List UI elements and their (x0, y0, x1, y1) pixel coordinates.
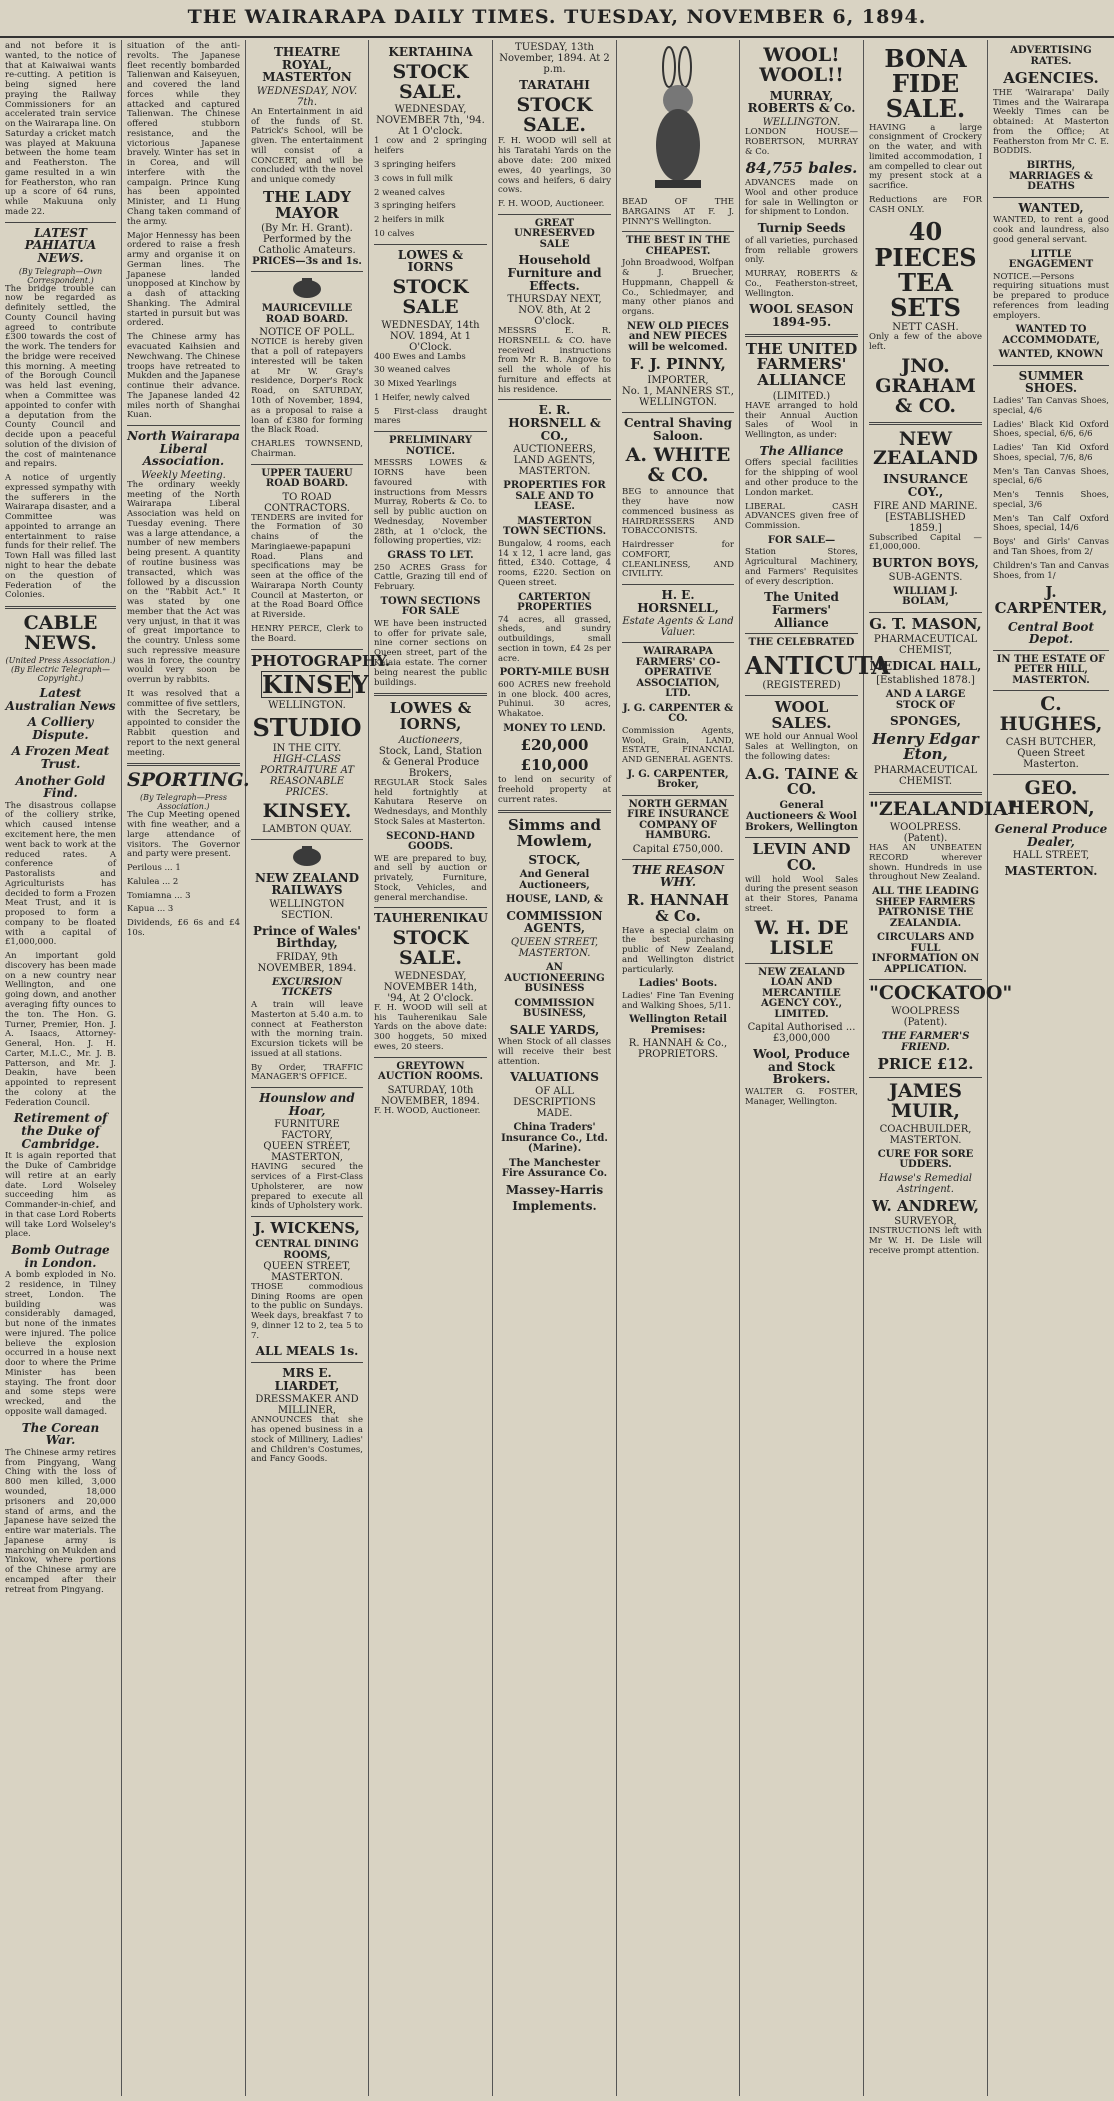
ad-heading: "ZEALANDIA" (869, 798, 1018, 821)
ad-body: WE are prepared to buy, and sell by auction or privately, Furniture, Stock, Vehicles, and general merchandise. (374, 853, 487, 903)
column-6 (617, 40, 740, 2096)
article-text: The Cup Meeting opened with fine weather, and a large attendance of visitors. The Governor and party were present. (127, 810, 240, 860)
ad-sub: Estate Agents & Land Valuer. (622, 616, 734, 639)
ad-heading: MONEY TO LEND. (503, 722, 606, 734)
list-item: Men's Tan Calf Oxford Shoes, special, 14/6 (993, 513, 1109, 534)
ad-heading: WAIRARAPA FARMERS' CO-OPERATIVE ASSOCIATION, LTD. (635, 646, 721, 700)
ad-heading: ADVERTISING RATES. (1010, 45, 1092, 67)
ad-sub: SURVEYOR, (894, 1216, 957, 1228)
ad-sub: FIRE AND MARINE. (873, 500, 978, 512)
ad-sub: IN THE CITY. (272, 742, 342, 754)
ad-title: STOCK SALE. (516, 93, 593, 136)
ad-heading: WANTED TO ACCOMMODATE, (1002, 324, 1100, 346)
ad-heading: AGENCIES. (1003, 69, 1099, 87)
ad-body: BEG to announce that they have now commenced business as HAIRDRESSERS AND TOBACCONISTS. (622, 487, 734, 537)
list-item: 3 springing heifers (374, 160, 456, 170)
article-text: It was resolved that a committee of five settlers, with the Secretary, be appointed to consider the Rabbit question and report to the next general meeting. (127, 688, 240, 758)
ad-sub: [Established 1878.] (876, 675, 975, 687)
article-text: A notice of urgently expressed sympathy with the sufferers in the Wairarapa disaster, and a Committee was appointed to arrange an entertainment to raise funds for their relief. The Town Hall was filled last night to hear the debate on the question of Federation of the Colonies. (5, 473, 116, 601)
ad-sub: DRESSMAKER AND MILLINER, (255, 1394, 359, 1417)
ad-heading: WILLIAM J. BOLAM, (893, 585, 958, 608)
headline: A Colliery Dispute. (27, 715, 94, 742)
ad-location: HALL STREET, (1012, 850, 1090, 862)
ad-body: 600 ACRES new freehold in one block. 400 acres, Puhinui. 30 acres, Whakatoe. (498, 679, 611, 720)
ad-heading: NEW ZEALAND LOAN AND MERCANTILE AGENCY COY., LIMITED. (758, 966, 845, 1020)
ad-title: C. HUGHES, (999, 693, 1103, 736)
masthead (0, 0, 1114, 38)
ad-sub: OF ALL DESCRIPTIONS MADE. (513, 1086, 596, 1120)
ad-body: WE have been instructed to offer for private sale, nine corner sections on Queen street, part of the Kaiaia estate. The corner being nearest the public buildings. (374, 618, 487, 688)
ad-heading: ALL THE LEADING SHEEP FARMERS PATRONISE THE ZEALANDIA. (872, 886, 979, 929)
ad-sub: THE FARMER'S FRIEND. (881, 1031, 970, 1053)
list-item: Boys' and Girls' Canvas and Tan Shoes, from 2/ (993, 537, 1109, 557)
ad-date: WEDNESDAY, NOVEMBER 14th, '94, At 2 O'clock. (383, 970, 478, 1004)
headline: A Frozen Meat Trust. (11, 744, 110, 771)
ad-heading: WOOL! WOOL!! (759, 44, 844, 86)
ad-title: J. CARPENTER, (994, 583, 1108, 618)
ad-location: QUEEN STREET, MASTERTON, (263, 1141, 351, 1164)
ad-signature: R. HANNAH & Co., PROPRIETORS. (628, 1038, 728, 1061)
ad-body: TENDERS are invited for the Formation of 30 chains of the Maringiaewe-papapuni Road. Plans and specifications may be seen at the office of the Wairarapa North County Council at Masterton, or at the Road Board Office at Riverside. (251, 512, 363, 621)
ad-body: HAS AN UNBEATEN RECORD wherever shown. Hundreds in use throughout New Zealand. (869, 843, 982, 883)
ad-body: MESSRS LOWES & IORNS have been favoured with instructions from Messrs Murray, Roberts & Co. to sell by public auction on Wednesday, November 28th, at 1 o'clock, the following properties, viz: (374, 458, 487, 547)
byline: (By Telegraph—Press Association.) (140, 793, 227, 812)
royal-crest-icon (290, 844, 324, 868)
ad-body: Ladies' Fine Tan Evening and Walking Shoes, 5/11. (622, 990, 734, 1011)
ad-title: W. ANDREW, (872, 1196, 979, 1215)
ad-body: Hairdresser for COMFORT, CLEANLINESS, AND CIVILITY. (622, 540, 734, 580)
ad-heading: H. E. HORSNELL, (637, 588, 719, 615)
ad-heading: SECOND-HAND GOODS. (386, 830, 475, 853)
ad-sub: HIGH-CLASS PORTRAITURE AT REASONABLE PRICES. (259, 753, 355, 798)
ad-sub: Stock, Land, Station & General Produce Brokers, (378, 745, 483, 779)
headline: SPORTING. (127, 769, 250, 792)
ad-heading: SUMMER SHOES. (1018, 368, 1084, 396)
ad-location: MASTERTON. (1004, 864, 1098, 879)
ad-heading: WANTED, KNOWN (998, 349, 1104, 361)
ad-heading: BIRTHS, MARRIAGES & DEATHS (1009, 160, 1093, 193)
ad-sub: STOCK, (528, 852, 581, 867)
ad-sub: CENTRAL DINING ROOMS, (255, 1238, 359, 1261)
ad-sub: PHARMACEUTICAL CHEMIST. (873, 765, 978, 788)
ad-heading: TOWN SECTIONS FOR SALE (380, 595, 481, 618)
ad-heading: Ladies' Boots. (638, 978, 718, 990)
ad-body: NOTICE.—Persons requiring situations must be prepared to produce references from leading employers. (993, 271, 1109, 321)
royal-crest-icon (290, 276, 324, 300)
ad-location: QUEEN STREET, MASTERTON. (510, 937, 599, 960)
headline: LATEST PAHIATUA NEWS. (24, 225, 97, 265)
list-item: 2 weaned calves (374, 187, 445, 198)
ad-sub: SUB-AGENTS. (888, 571, 963, 583)
ad-heading: G. T. MASON, (869, 614, 982, 633)
ad-heading: NEW OLD PIECES and NEW PIECES will be welcomed. (627, 320, 729, 353)
ad-heading: China Traders' Insurance Co., Ltd. (Marine). (501, 1122, 608, 1155)
ad-body: Commission Agents, Wool, Grain, LAND, ESTATE, FINANCIAL AND GENERAL AGENTS. (622, 725, 734, 766)
subhead: Weekly Meeting. (141, 469, 226, 481)
headline: Another Gold Find. (15, 773, 106, 801)
ad-body: ANNOUNCES that she has opened business in a stock of Millinery, Ladies' and Children's Costumes, and Fancy Goods. (251, 1415, 363, 1465)
ad-sub: CASH BUTCHER, (1005, 737, 1097, 749)
ad-number: 84,755 bales. (745, 159, 858, 178)
ad-sub: EXCURSION TICKETS (272, 976, 342, 999)
ad-sub: NETT CASH. (892, 322, 959, 334)
ad-heading: CURE FOR SORE UDDERS. (877, 1148, 974, 1171)
ad-body: ADVANCES made on Wool and other produce for sale in Wellington or for shipment to London. (745, 178, 858, 218)
ad-sub: IMPORTER, (647, 375, 709, 387)
ad-heading: The Manchester Fire Assurance Co. (501, 1157, 608, 1180)
ad-title: "COCKATOO" (869, 982, 1013, 1005)
ad-body: When Stock of all classes will receive their best attention. (498, 1037, 611, 1067)
list-item: Ladies' Tan Canvas Shoes, special, 4/6 (993, 396, 1109, 416)
ad-sub: And General Auctioneers, (519, 869, 590, 891)
ad-title: R. HANNAH & Co. (627, 891, 729, 925)
ad-body: 250 ACRES Grass for Cattle, Grazing till end of February. (374, 562, 487, 593)
ad-heading: GREYTOWN AUCTION ROOMS. (377, 1060, 484, 1083)
ad-signature: F. H. WOOD, Auctioneer. (498, 199, 605, 210)
studio-name: KINSEY (262, 670, 369, 700)
ad-body: Station Stores, Agricultural Machinery, and Farmers' Requisites of every description. (745, 547, 858, 587)
ad-heading: LITTLE ENGAGEMENT (1008, 248, 1094, 270)
ad-sub: COACHBUILDER, MASTERTON. (879, 1123, 972, 1146)
ad-sub: Hawse's Remedial Astringent. (879, 1172, 972, 1195)
ad-body: REGULAR Stock Sales held fortnightly at Kahutara Reserve on Wednesdays, and Monthly Stock Sales at Masterton. (374, 777, 487, 827)
ad-title: Household Furniture and Effects. (507, 253, 602, 293)
race-result: Tomiamna ... 3 (127, 890, 191, 901)
ad-date: WEDNESDAY, NOV. 7th. (256, 85, 358, 108)
ad-title: W. H. DE LISLE (754, 916, 849, 959)
ad-sub: General Auctioneers & Wool Brokers, Wellington (745, 800, 858, 834)
list-item: 3 springing heifers (374, 201, 456, 212)
ad-sub: (LIMITED.) (772, 390, 831, 402)
list-item: Ladies' Tan Kid Oxford Shoes, special, 7/6, 8/6 (993, 443, 1109, 463)
ad-heading: AN AUCTIONEERING BUSINESS (504, 962, 605, 995)
article-text: The Chinese army retires from Pingyang, Wang Ching with the loss of 800 men killed, 3,000 wounded, 18,000 prisoners and 20,000 stand of arms, and the Japanese have seized the entire war materials. The Japanese army is marching on Mukden and Yinkow, where portions of the Chinese army are encamped after their retreat from Pingyang. (5, 1447, 117, 1595)
ad-heading: J. WICKENS, (254, 1219, 360, 1238)
list-item: 10 calves (374, 228, 415, 239)
ad-sub: Capital Authorised ... £3,000,000 (747, 1022, 856, 1045)
ad-signature: WALTER G. FOSTER, Manager, Wellington. (745, 1086, 858, 1107)
ad-title: STOCK SALE (392, 275, 469, 318)
ad-heading: PRELIMINARY NOTICE. (389, 435, 472, 457)
byline: (United Press Association.) (By Electric Telegraph—Copyright.) (5, 655, 116, 683)
list-item: Children's Tan and Canvas Shoes, from 1/ (993, 560, 1109, 581)
ad-body: Only a few of the above left. (869, 332, 982, 352)
ad-heading: THE BEST IN THE CHEAPEST. (625, 235, 731, 257)
ad-heading: VALUATIONS (510, 1070, 599, 1085)
ad-location: No. 1, MANNERS ST., WELLINGTON. (622, 386, 734, 409)
ad-title: NOTICE OF POLL. (259, 327, 355, 339)
ad-sub: Central Boot Depot. (1008, 619, 1094, 647)
ad-body: Have a special claim on the best purchasing public of New Zealand, and Wellington district particularly. (622, 925, 734, 975)
ad-body: THOSE commodious Dining Rooms are open to the public on Sundays. Week days, breakfast 7 to 9, dinner 12 to 2, tea 5 to 7. (251, 1281, 363, 1341)
ad-sub: AUCTIONEERS, (513, 444, 596, 456)
ad-body: F. H. WOOD will sell at his Taratahi Yards on the above date: 200 mixed ewes, 40 yearlings, 30 cows and heifers, 6 dairy cows. (498, 136, 611, 196)
list-item: 2 heifers in milk (374, 215, 445, 226)
headline: Bomb Outrage in London. (11, 1243, 110, 1270)
ad-title: Implements. (512, 1199, 597, 1214)
masthead-title: THE WAIRARAPA DAILY TIMES. TUESDAY, NOVEMBER 6, 1894. (187, 6, 927, 28)
list-item: 3 cows in full milk (374, 173, 453, 184)
ad-sub: General Produce Dealer, (994, 822, 1108, 849)
ad-heading: WOOL SEASON 1894-95. (749, 302, 854, 329)
ad-heading: WANTED, (1018, 200, 1084, 215)
column-8 (864, 40, 1018, 2096)
ad-price: PRICE £12. (877, 1055, 974, 1074)
ad-body: LONDON HOUSE—ROBERTSON, MURRAY & Co. (745, 127, 858, 157)
article-text: The disastrous collapse of the colliery strike, which caused intense excitement here, the men went back to work at the reduced rates. A conference of Pastoralists and Agriculturists has decided to form a Frozen Meat Trust, and it is proposed to form a company to be floated with a capital of £1,000,000. (5, 800, 116, 948)
ad-heading: CARTERTON PROPERTIES (517, 591, 592, 614)
dividends: Dividends, £6 6s and £4 10s. (127, 918, 240, 938)
ad-caption: BEAD OF THE BARGAINS AT F. J. PINNY'S Wellington. (622, 197, 734, 227)
ad-heading: NEW ZEALAND RAILWAYS (254, 870, 360, 898)
ad-heading: PHOTOGRAPHY. (251, 651, 391, 670)
ad-heading: UPPER TAUERU ROAD BOARD. (261, 467, 353, 490)
byline: (By Telegraph—Own Correspondent.) (18, 266, 103, 285)
ad-title: ANTICUTA (745, 650, 890, 680)
list-item: 1 Heifer, newly calved (374, 392, 470, 403)
ad-sub: [ESTABLISHED 1859.] (885, 511, 966, 534)
ad-sub: (REGISTERED) (762, 679, 841, 691)
ad-title: COMMISSION AGENTS, (506, 908, 603, 936)
ad-title: THE LADY MAYOR (263, 187, 351, 222)
ad-title: JNO. GRAHAM & CO. (875, 354, 976, 417)
headline: Latest Australian News (5, 685, 116, 713)
ad-signature: CHARLES TOWNSEND, Chairman. (251, 439, 363, 459)
ad-heading: Henry Edgar Eton, (872, 729, 979, 764)
list-item: Men's Tan Canvas Shoes, special, 6/6 (993, 466, 1109, 487)
ad-body: MESSRS E. R. HORSNELL & CO. have received instructions from Mr R. B. Angove to sell the whole of his furniture and effects at his residence. (498, 326, 611, 395)
headline: CABLE NEWS. (23, 612, 98, 654)
list-item: 30 weaned calves (374, 365, 451, 376)
article-text: An important gold discovery has been made on a new country near Wellington, and one going down, and another averaging fifty ounces to the ton. The Hon. G. Turner, Premier, Hon. J. A. Isaacs, Attorney-General, Hon. J. H. Carter, M.L.C., Mr. J. B. Patterson, and Mr. J. Deakin, have been appointed to represent the colony at the Federation Council. (5, 951, 116, 1108)
ad-title: A.G. TAINE & CO. (745, 764, 858, 799)
ad-body: Bungalow, 4 rooms, each 14 x 12, 1 acre land, gas fitted, £340. Cottage, 4 rooms, £220. Section on Queen street. (498, 538, 611, 588)
ad-sub: HOUSE, LAND, & (506, 894, 603, 906)
ad-heading: Central Shaving Saloon. (623, 416, 733, 443)
ad-sub: J. G. CARPENTER & CO. (622, 702, 734, 725)
ad-heading: LOWES & IORNS, (389, 699, 472, 734)
ad-body: Subscribed Capital — £1,000,000. (869, 532, 982, 553)
race-result: Kalulea ... 2 (127, 876, 179, 887)
ad-title: MEDICAL HALL, (869, 659, 982, 674)
column-9 (988, 40, 1114, 2096)
ad-date: SATURDAY, 10th NOVEMBER, 1894. (381, 1084, 480, 1107)
ad-title: TO ROAD CONTRACTORS. (264, 491, 350, 514)
ad-body: will hold Wool Sales during the present season at their Stores, Panama street. (745, 874, 858, 914)
ad-body: F. H. WOOD will sell at his Tauherenikau Sale Yards on the above date: 300 hoggets, 50 mixed ewes, 20 steers. (374, 1002, 487, 1052)
ad-body: WE hold our Annual Wool Sales at Wellington, on the following dates: (745, 732, 858, 762)
headline: The Corean War. (21, 1420, 100, 1448)
ad-title: SPONGES, (890, 714, 961, 729)
ad-signature: MURRAY, ROBERTS & Co., Featherston-street, Wellington. (745, 269, 858, 299)
ad-sub: PHARMACEUTICAL CHEMIST, (873, 634, 978, 657)
ad-title: PROPERTIES FOR SALE AND TO LEASE. (503, 480, 606, 513)
ad-body: HAVING a large consignment of Crockery on the water, and with limited accommodation, I am compelled to clear out my present stock at a sacrifice. (869, 122, 982, 192)
ad-heading: AND A LARGE STOCK OF (885, 689, 966, 711)
ad-body: of all varieties, purchased from reliable growers only. (745, 235, 858, 266)
ad-heading: Simms and Mowlem, (507, 816, 602, 851)
ad-sub: WOOLPRESS (Patent). (891, 1006, 960, 1029)
ad-body: 74 acres, all grassed, sheds, and sundry outbuildings, small section in town, £4 2s per acre. (498, 614, 611, 664)
rabbit-illustration-icon (643, 45, 713, 195)
ad-title: Prince of Wales' Birthday, (253, 923, 361, 951)
ad-date: WEDNESDAY, NOVEMBER 7th, '94. At 1 O'clock. (376, 104, 485, 138)
ad-location: WELLINGTON. (762, 117, 841, 129)
ad-title: 40 PIECES TEA SETS (874, 217, 977, 323)
race-result: Kapua ... 3 (127, 904, 174, 915)
ad-sub: WOOLPRESS. (Patent). (889, 822, 962, 845)
ad-title: STOCK SALE. (392, 927, 469, 969)
article-text: and not before it is wanted, to the notice of that at Kaiwaiwai wants re-cutting. A petition is being signed here praying the Railway Commissioners for an accelerated train service on the Wairarapa line. On Saturday a cricket match was played at Makuuna between the home team and Featherston. The game resulted in a win for Featherston, who ran up a score of 64 runs, while Makuuna only made 22. (5, 41, 116, 218)
ad-heading: Hounslow and Hoar, (259, 1091, 355, 1118)
ad-body: NOTICE is hereby given that a poll of ratepayers interested will be taken at Mr W. Gray's residence, Dorper's Rock Road, on SATURDAY, 10th of November, 1894, as a proposal to raise a loan of £380 for forming the Black Road. (251, 337, 363, 436)
ad-heading: NEW ZEALAND (872, 427, 979, 470)
ad-heading: BONA FIDE SALE. (884, 44, 967, 124)
ad-body: HAVE arranged to hold their Annual Auction Sales of Wool in Wellington, as under: (745, 400, 858, 441)
ad-sub: Auctioneers, (398, 734, 463, 746)
column-3 (246, 40, 391, 2096)
ad-heading: MAURICEVILLE ROAD BOARD. (261, 303, 353, 325)
ad-location: LAMBTON QUAY. (262, 823, 352, 835)
headline: Retirement of the Duke of Cambridge. (13, 1111, 108, 1151)
ad-sub: INSURANCE COY., (883, 472, 968, 500)
ad-body: WANTED, to rent a good cook and laundress, also good general servant. (993, 215, 1109, 245)
article-text: A bomb exploded in No. 2 residence, in Tilney street, London. The building was considerably damaged, but none of the inmates were injured. The police believe the explosion occurred in a house next door to where the Prime Minister has been staying. The front door and some steps were wrecked, and the opposite wall damaged. (5, 1270, 116, 1417)
list-item: Men's Tennis Shoes, special, 3/6 (993, 490, 1109, 510)
ad-heading: PORTY-MILE BUSH (499, 667, 610, 679)
ad-heading: J. G. CARPENTER, Broker, (627, 768, 729, 791)
ad-location: QUEEN STREET, MASTERTON. (263, 1260, 351, 1283)
list-item: Ladies' Black Kid Oxford Shoes, special, 6/6, 6/6 (993, 419, 1109, 440)
ad-sub: (By Mr. H. Grant). Performed by the Catholic Amateurs. (258, 223, 356, 257)
article-text: situation of the anti-revolts. The Japanese fleet recently bombarded Talienwan and Kaiseyuen, and covered the land forces while they attacked and captured Talienwan. The Chinese offered stubborn resistance, and the victorious Japanese bravely. Winter has set in in Corea, and will interfere with the campaign. Prince Kung has been appointed Minister, and Li Hung Chang taken command of the army. (127, 41, 240, 227)
list-item: 5 First-class draught mares (374, 406, 487, 427)
ad-heading: Wellington Retail Premises: (629, 1014, 727, 1036)
ad-date: FRIDAY, 9th NOVEMBER, 1894. (257, 951, 357, 974)
ad-title: A. WHITE & CO. (625, 444, 731, 487)
ad-title: GEO. HERON, (1007, 777, 1095, 820)
ad-body: LIBERAL CASH ADVANCES given free of Commission. (745, 501, 858, 532)
ad-heading: MRS E. LIARDET, (274, 1366, 340, 1393)
ad-sub: FURNITURE FACTORY, (274, 1119, 340, 1142)
ad-body: THE 'Wairarapa' Daily Times and the Wairarapa Weekly Times can be obtained: At Masterton from the Office; At Featherston from Mr C. E. BODDIS. (993, 87, 1109, 157)
ad-heading: WOOL SALES. (771, 697, 832, 732)
list-item: 1 cow and 2 springing heifers (374, 136, 487, 157)
ad-heading: KERTAHINA (388, 45, 473, 59)
ad-heading: CIRCULARS AND FULL INFORMATION ON APPLICATION. (871, 932, 980, 975)
ad-date: THURSDAY NEXT, NOV. 8th, At 2 O'clock. (507, 294, 602, 328)
money-amount: £20,000 (520, 736, 589, 755)
studio-name: KINSEY. (262, 799, 352, 822)
article-text: The bridge trouble can now be regarded as definitely settled, the County Council having agreed to contribute £300 towards the cost of the work. The tenders for the bridge were received this morning. A meeting of the Borough Council was held last evening, when a Committee was appointed to confer with a deputation from the County Council and decide upon a peaceful solution of the division of the cost of maintenance and repairs. (5, 283, 116, 470)
column-5 (493, 40, 617, 2096)
ad-heading: The Alliance (759, 443, 844, 458)
ad-title: BURTON BOYS, (872, 556, 979, 571)
column-2 (122, 40, 250, 2096)
article-text: It is again reported that the Duke of Cambridge will retire at an early date. Lord Wolseley succeeding him as Commander-in-chief, and in that case Lord Roberts will take Lord Wolseley's place. (5, 1151, 116, 1240)
list-item: 400 Ewes and Lambs (374, 351, 466, 362)
ad-body: HAVING secured the services of a First-Class Upholsterer, are now prepared to execute all kinds of Upholstery work. (251, 1162, 363, 1212)
ad-heading: LEVIN AND CO. (752, 840, 851, 874)
ad-body: Reductions are FOR CASH ONLY. (869, 194, 982, 215)
ad-body: Offers special facilities for the shipping of wool and other produce to the London market. (745, 458, 858, 498)
ad-heading: Turnip Seeds (757, 221, 846, 236)
ad-heading: LOWES & IORNS (397, 247, 464, 275)
ad-heading: NORTH GERMAN FIRE INSURANCE COMPANY OF HAMBURG. (627, 798, 729, 842)
article-text: The ordinary weekly meeting of the North Wairarapa Liberal Association was held on Tuesday evening. There was a large attendance, a number of new members being present. A quantity of routine business was transacted, which was followed by a discussion on the "Rabbit Act." It was stated by one member that the Act was very unjust, in that it was of great importance to the country. Unless some such repressive measure was in force, the country would very soon be overrun by rabbits. (127, 479, 240, 686)
ad-body: to lend on security of freehold property at current rates. (498, 774, 611, 805)
list-item: 30 Mixed Yearlings (374, 379, 457, 390)
ad-heading: TAUHERENIKAU (374, 911, 488, 926)
ad-location: Queen Street Masterton. (1017, 748, 1085, 771)
ad-sub: Capital £750,000. (632, 843, 724, 855)
ad-heading: E. R. HORSNELL & CO., (508, 403, 601, 443)
ad-sub: WELLINGTON SECTION. (269, 898, 345, 921)
ad-title: The United Farmers' Alliance (764, 590, 839, 630)
ad-title: STOCK SALE. (392, 60, 469, 103)
ad-signature: By Order, TRAFFIC MANAGER'S OFFICE. (251, 1062, 363, 1083)
column-7 (740, 40, 890, 2096)
ad-heading: THE REASON WHY. (631, 862, 725, 890)
ad-title: STUDIO (252, 713, 362, 743)
ad-heading: GRASS TO LET. (387, 550, 474, 562)
ad-title: Massey-Harris (505, 1182, 604, 1197)
ad-heading: THE CELEBRATED (748, 637, 855, 649)
money-amount: £10,000 (520, 756, 589, 775)
ad-date: TUESDAY, 13th November, 1894. At 2 p.m. (499, 42, 610, 75)
ad-title: F. J. PINNY, (630, 355, 726, 374)
article-text: The Chinese army has evacuated Kaihsien and Newchwang. The Chinese troops have retreated to Mukden and the Japanese continue their advance. The Japanese landed 42 miles north of Shanghai Kuan. (127, 332, 240, 421)
column-4 (369, 40, 493, 2096)
ad-title: Wool, Produce and Stock Brokers. (753, 1047, 850, 1087)
ad-heading: TARATAHI (519, 78, 590, 92)
ad-heading: MASTERTON TOWN SECTIONS. (502, 515, 607, 538)
ad-signature: HENRY PERCE, Clerk to the Board. (251, 624, 363, 644)
ad-title: MURRAY, ROBERTS & Co. (747, 88, 856, 116)
ad-heading: JAMES MUIR, (889, 1079, 962, 1122)
ad-heading: IN THE ESTATE OF PETER HILL, MASTERTON. (996, 653, 1106, 686)
ad-prices: PRICES—3s and 1s. (252, 256, 362, 268)
article-text: Major Hennessy has been ordered to raise a fresh army and organise it on German lines. The Japanese landed unopposed at Kinchow by a dash of attacking Shanking. The Admiral started in pursuit but was ordered. (127, 230, 240, 329)
ad-signature: F. H. WOOD, Auctioneer. (374, 1105, 481, 1116)
ad-date: WEDNESDAY, 14th NOV. 1894, At 1 O'Clock. (381, 319, 480, 353)
race-result: Perilous ... 1 (127, 863, 181, 874)
ad-heading: THE UNITED FARMERS' ALLIANCE (745, 339, 858, 390)
ad-sub: LAND AGENTS, MASTERTON. (513, 455, 596, 478)
ad-heading: COMMISSION BUSINESS, (514, 997, 595, 1020)
headline: North Wairarapa Liberal Association. (127, 429, 240, 469)
ad-title: SALE YARDS, (509, 1022, 600, 1037)
ad-location: WELLINGTON. (268, 700, 346, 712)
ad-body: An Entertainment in aid of the funds of St. Patrick's School, will be given. The entertainment will consist of a CONCERT, and will be concluded with the novel and unique comedy (251, 106, 363, 186)
column-1 (0, 40, 122, 2096)
ad-heading: GREAT UNRESERVED SALE (514, 217, 595, 250)
ad-heading: THEATRE ROYAL, MASTERTON (262, 45, 352, 85)
ad-title: ALL MEALS 1s. (255, 1344, 359, 1359)
ad-body: INSTRUCTIONS left with Mr W. H. De Lisle will receive prompt attention. (869, 1226, 982, 1257)
ad-body: John Broadwood, Wolfpan & J. Bruecher, Huppmann, Chappell & Co., Schiedmayer, and many other pianos and organs. (622, 258, 734, 318)
ad-body: A train will leave Masterton at 5.40 a.m. to connect at Featherston with the morning train. Excursion tickets will be issued at all stations. (251, 999, 363, 1059)
ad-heading: FOR SALE— (767, 534, 836, 546)
